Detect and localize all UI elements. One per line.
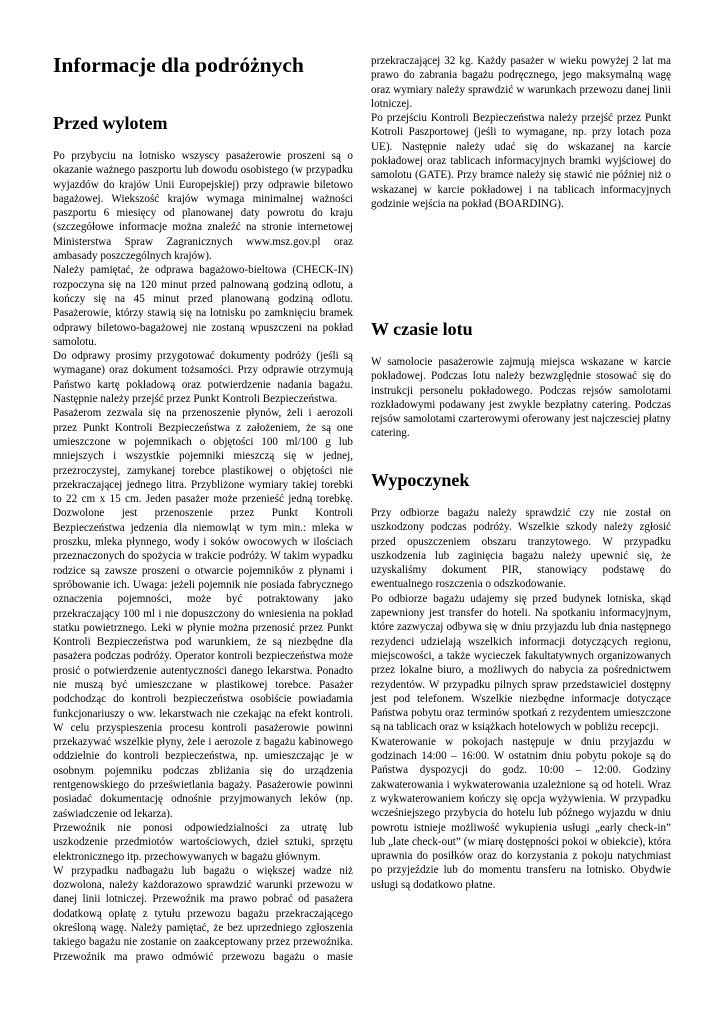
section-body-before-flight: [53, 149, 353, 964]
section-heading-vacation: Wypoczynek: [371, 470, 470, 490]
section-body-during-flight: [371, 355, 671, 441]
page-title: Informacje dla podróżnych: [53, 53, 304, 77]
paragraph: W samolocie pasażerowie zajmują miejsca wskazane w karcie pokładowej. Podczas lotu należy bezwzględnie stosować się do instrukcji personelu pokładowego. Podczas rejsów samolotami rozkładowymi podawany jest zwykle bezpłatny catering. Podczas rejsów samolotami czarterowymi oferowany jest najczesciej płatny catering.: [371, 356, 671, 440]
paragraph: Po przybyciu na lotnisko wszyscy pasażerowie proszeni są o okazanie ważnego paszportu lub dowodu osobistego (w przypadku wyjazdów do krajów Unii Europejskiej) przy odprawie biletowo bagażowej. Wiekszość krajów wymaga minimalnej ważności paszportu 6 miesięcy od planowanej daty powrotu do kraju (szczegółowe informacje można znaleźć na stronie internetowej Ministerstwa Spraw Zagranicznych www.msz.gov.pl oraz ambasady poszczególnych krajów).: [53, 150, 353, 263]
paragraph-continued: przekraczającej 32 kg. Każdy pasażer w wieku powyżej 2 lat ma prawo do zabrania bagażu podręcznego, jego maksymalną wagę oraz wymiary należy sprawdzić w warunkach przewozu danej linii lotniczej.: [371, 55, 671, 110]
paragraph: Po przejściu Kontroli Bezpieczeństwa należy przejść przez Punkt Kotroli Paszportowej (jeśli to wymagane, np. przy lotach poza UE). Następnie należy udać się do wskazanej na karcie pokładowej oraz tablicach informacyjnych bramki wyjściowej do samolotu (GATE). Przy bramce należy się stawić nie później niż o wskazanej w karcie pokładowej i na tablicach informacyjnych godzinie wejścia na pokład (BOARDING).: [371, 112, 671, 210]
paragraph: Pasażerom zezwala się na przenoszenie płynów, żeli i aerozoli przez Punkt Kontroli Bezpieczeństwa z założeniem, że są one umieszczone w pojemnikach o objętości 100 ml/100 g lub mniejszych i wszystkie pojemniki mieszczą się w jednej, przezroczystej, zamykanej torebce plastikowej o objętości nie przekraczającej jednego litra. Przybliżone wymiary takiej torebki to 22 cm x 15 cm. Jeden pasażer może przenieść jedną torebkę. Dozwolone jest przenoszenie przez Punkt Kontroli Bezpieczeństwa jedzenia dla niemowląt w tym min.: mleka w proszku, mleka płynnego, wody i soków owocowych w ilościach przeznaczonych do spożycia w trakcie podróży. W takim wypadku rodzice są zawsze proszeni o otwarcie pojemników z płynami i spróbowanie ich. Uwaga: jeżeli pojemnik nie posiada fabrycznego oznaczenia pojemności, może być potraktowany jako przekraczający 100 ml i nie dopuszczony do wniesienia na pokład statku powietrznego. Leki w płynie można przenosić przez Punkt Kontroli Bezpieczeństwa pod warunkiem, że są niezbędne dla pasażera podczas podróży. Operator kontroli bezpieczeństwa może prosić o potwierdzenie autentyczności danego lekarstwa. Ponadto nie muszą być umieszczane w plastikowej torebce. Pasażer podchodząc do kontroli bezpieczeństwa osobiście powiadamia funkcjonariuszy o ww. lekarstwach nie czekając na efekt kontroli. W celu przyspieszenia procesu kontroli pasażerowie powinni przekazywać wszelkie płyny, żele i aerozole z bagażu kabinowego oddzielnie do kontroli bezpieczeństwa, np. umieszczając je w osobnym pojemniku podczas zbliżania się do urządzenia rentgenowskiego do prześwietlania bagaży. Pasażerowie powinni posiadać dokumentację odnośnie przyjmowanych leków (np. zaświadczenie od lekarza).: [53, 407, 353, 820]
section-body-before-flight-continued: [371, 54, 671, 211]
paragraph: Do odprawy prosimy przygotować dokumenty podróży (jeśli są wymagane) oraz dokument tożsamości. Przy odprawie otrzymują Państwo kartę pokładową oraz potwierdzenie nadania bagażu. Następnie należy przejść przez Punkt Kontroli Bezpieczeństwa.: [53, 350, 353, 406]
paragraph: W przypadku nadbagażu lub bagażu o większej wadze niż dozwolona, należy każdorazowo sprawdzić warunki przewozu w danej linii lotniczej. Przewoźnik ma prawo pobrać od pasażera dodatkową opłatę z tytułu przewozu bagażu przekraczającego określoną wagę. Należy pamiętać, że bez uprzedniego zgłoszenia takiego bagażu nie zostanie on zaakceptowany przez przewoźnika. Przewoźnik ma prawo odmówić przewozu bagażu o masie: [53, 864, 353, 963]
paragraph: Przy odbiorze bagażu należy sprawdzić czy nie został on uszkodzony podczas podróży. Wszelkie szkody należy zgłosić przed opuszczeniem obszaru tranzytowego. W przypadku uszkodzenia lub zaginięcia bagażu należy upewnić się, że uzyskaliśmy dokument PIR, stanowiący podstawę do ewentualnego roszczenia o odszkodowanie.: [371, 507, 671, 591]
paragraph: Należy pamiętać, że odprawa bagażowo-bieltowa (CHECK-IN) rozpoczyna się na 120 minut przed palnowaną godziną odlotu, a kończy się na 45 minut przed planowaną godziną odlotu. Pasażerowie, którzy stawią się na lotnisku po zamknięciu bramek odprawy biletowo-bagażowej nie zostaną wpuszczeni na pokład samolotu.: [53, 264, 353, 348]
section-body-vacation: [371, 506, 671, 892]
section-heading-before-flight: Przed wylotem: [53, 113, 168, 133]
section-heading-during-flight: W czasie lotu: [371, 319, 473, 339]
paragraph: Kwaterowanie w pokojach następuje w dniu przyjazdu w godzinach 14:00 – 16:00. W ostatnim dniu pobytu pokoje są do Państwa dyspozycji do godz. 10:00 – 12:00. Godziny zakwaterowania i wykwaterowania uzależnione są od hoteli. Wraz z wykwaterowaniem kończy się opcja wyżywienia. W przypadku wcześniejszego przybycia do hotelu lub późnego wyjazdu w dniu powrotu istnieje możliwość wykupienia usługi „early check-in” lub „late check-out” (w miarę dostępności pokoi w obiekcie), która uprawnia do posiłków oraz do korzystania z pokoju natychmiast po przyjeździe lub do momentu transferu na lotnisko. Obydwie usługi są dodatkowo płatne.: [371, 735, 671, 891]
paragraph: Po odbiorze bagażu udajemy się przed budynek lotniska, skąd zapewniony jest transfer do hoteli. Na spotkaniu informacyjnym, które zazwyczaj odbywa się w dniu przyjazdu lub dnia następnego rezydenci udzielają wszelkich informacji dotyczących regionu, miejscowości, a także wycieczek fakultatywnych organizowanych przez lokalne biuro, a możliwych do nabycia za pośrednictwem rezydentów. W przypadku pilnych spraw przedstawiciel dostępny jest pod telefonem. Wszelkie niezbędne informacje dotyczące Państwa pobytu oraz terminów spotkań z rezydentem umieszczone są na tablicach oraz w książkach hotelowych w pobliżu recepcji.: [371, 592, 671, 734]
paragraph: Przewoźnik nie ponosi odpowiedzialności za utratę lub uszkodzenie przedmiotów wartościowych, dzieł sztuki, sprzętu elektronicznego itp. przechowywanych w bagażu głównym.: [53, 821, 353, 863]
